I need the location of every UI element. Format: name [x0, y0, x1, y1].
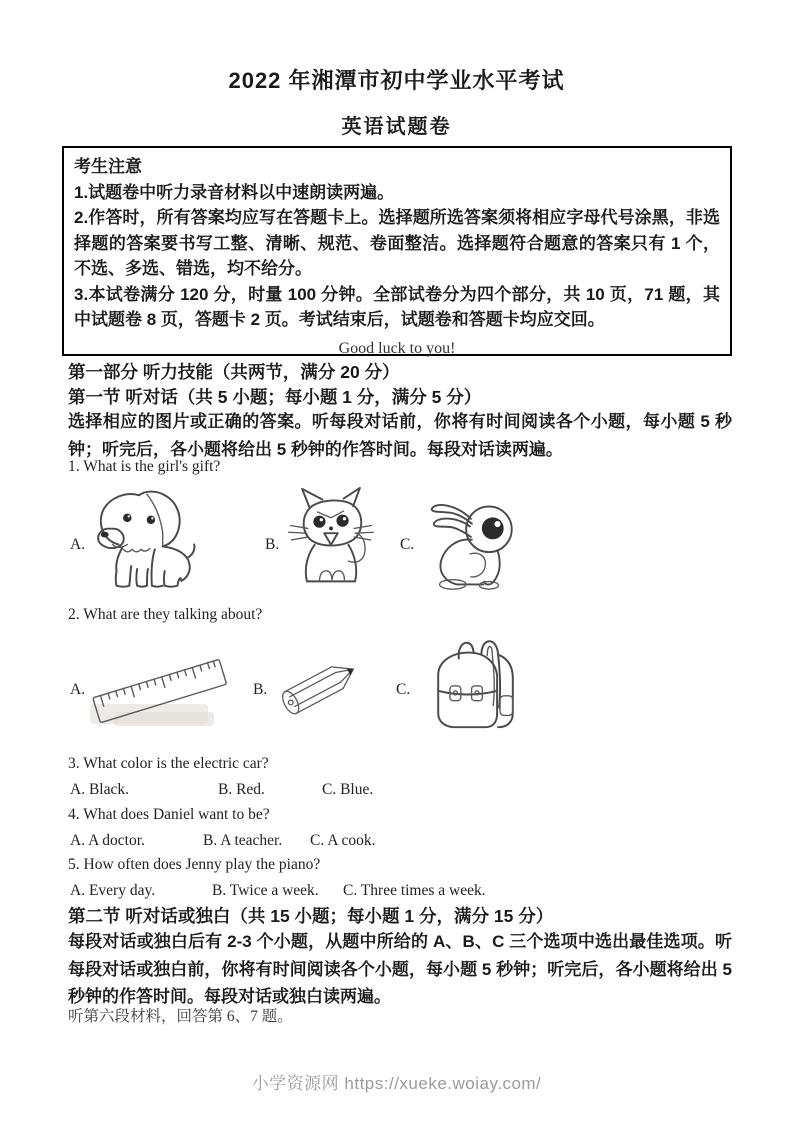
q1-option-b-label: B.: [265, 536, 280, 553]
q4-option-c: C. A cook.: [310, 832, 376, 849]
question-2-text: 2. What are they talking about?: [68, 606, 263, 623]
q1-option-a-label: A.: [70, 536, 86, 553]
question-4-text: 4. What does Daniel want to be?: [68, 806, 270, 823]
part1-heading: 第一部分 听力技能（共两节，满分 20 分）: [68, 362, 400, 382]
q4-option-a: A. A doctor.: [70, 832, 145, 849]
cat-image: [281, 486, 381, 592]
paper-subtitle: 英语试题卷: [341, 116, 452, 138]
q5-option-c: C. Three times a week.: [343, 882, 486, 899]
q2-option-c-label: C.: [396, 681, 411, 698]
schoolbag-image: [424, 629, 528, 737]
section2-instructions: 每段对话或独白后有 2-3 个小题，从题中所给的 A、B、C 三个选项中选出最佳选项。听每段对话或独白前，你将有时间阅读各个小题，每小题 5 秒钟；听完后，各小题将给出 5 秒钟的作答时间。每段对话或独白读两遍。: [68, 932, 732, 1006]
ruler-image: [84, 640, 236, 734]
q2-option-b-label: B.: [253, 681, 268, 698]
material-note: 听第六段材料，回答第 6、7 题。: [68, 1008, 293, 1025]
notice-item-3: 3.本试卷满分 120 分，时量 100 分钟。全部试卷分为四个部分，共 10 页，71 题，其中试题卷 8 页，答题卡 2 页。考试结束后，试题卷和答题卡均应交回。: [74, 284, 720, 329]
good-luck-text: Good luck to you!: [338, 339, 456, 357]
notice-heading: 考生注意: [74, 157, 142, 176]
q2-option-a-label: A.: [70, 681, 86, 698]
q3-option-a: A. Black.: [70, 781, 129, 798]
q5-option-a: A. Every day.: [70, 882, 156, 899]
notice-box: [62, 146, 732, 356]
q4-option-b: B. A teacher.: [203, 832, 283, 849]
watermark: 小学资源网 https://xueke.woiay.com/: [251, 1074, 542, 1093]
question-3-text: 3. What color is the electric car?: [68, 755, 269, 772]
section1-heading: 第一节 听对话（共 5 小题；每小题 1 分，满分 5 分）: [68, 387, 482, 407]
notice-item-2: 2.作答时，所有答案均应写在答题卡上。选择题所选答案须将相应字母代号涂黑，非选择题的答案要书写工整、清晰、规范、卷面整洁。选择题符合题意的答案只有 1 个，不选、多选、错选，均不给分。: [74, 208, 720, 278]
q5-option-b: B. Twice a week.: [212, 882, 319, 899]
section1-instructions: 选择相应的图片或正确的答案。听每段对话前，你将有时间阅读各个小题，每小题 5 秒钟；听完后，各小题将给出 5 秒钟的作答时间。每段对话读两遍。: [68, 412, 732, 459]
question-1-text: 1. What is the girl's gift?: [68, 458, 221, 475]
exam-title: 2022 年湘潭市初中学业水平考试: [228, 68, 565, 93]
question-5-text: 5. How often does Jenny play the piano?: [68, 856, 321, 873]
q3-option-c: C. Blue.: [322, 781, 374, 798]
rabbit-image: [416, 497, 522, 592]
q3-option-b: B. Red.: [218, 781, 265, 798]
notice-item-1: 1.试题卷中听力录音材料以中速朗读两遍。: [74, 182, 395, 202]
pencil-image: [268, 640, 368, 736]
section2-heading: 第二节 听对话或独白（共 15 小题；每小题 1 分，满分 15 分）: [68, 906, 554, 926]
q1-option-c-label: C.: [400, 536, 415, 553]
dog-image: [86, 488, 204, 592]
